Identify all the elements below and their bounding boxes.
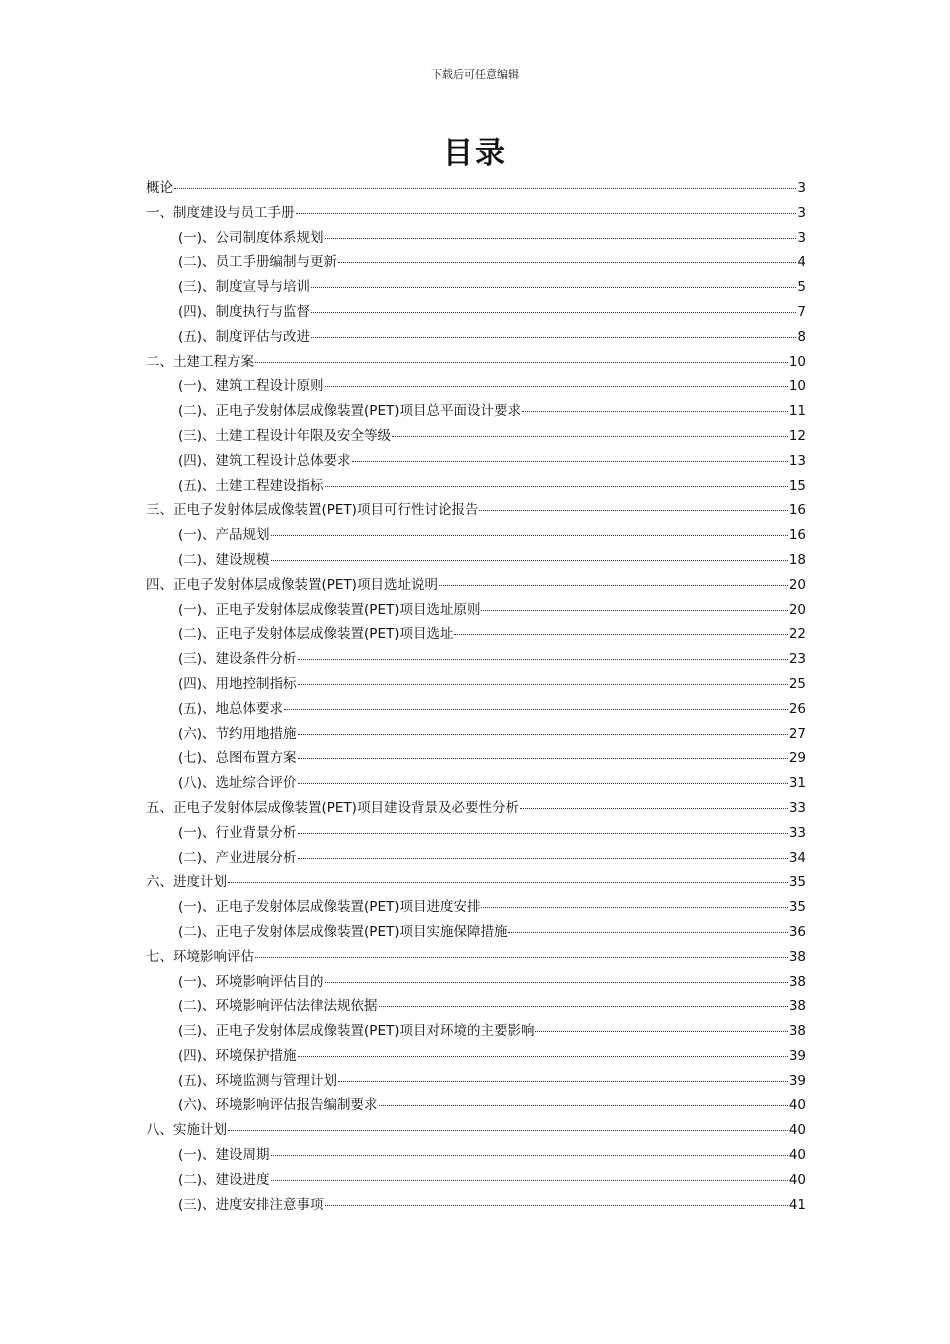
toc-entry[interactable] [146,622,806,647]
dot-leader [298,1056,788,1057]
toc-entry-page-number: 38 [788,998,806,1015]
toc-entry-label: (七)、总图布置方案 [178,750,297,767]
toc-entry-page-number: 35 [788,874,806,891]
dot-leader [479,510,787,511]
toc-entry[interactable] [146,424,806,449]
toc-entry-label: (五)、土建工程建设指标 [178,477,324,494]
toc-entry-label: 五、正电子发射体层成像装置(PET)项目建设背景及必要性分析 [146,799,519,816]
dot-leader [481,610,787,611]
dot-leader [298,734,788,735]
dot-leader [298,659,788,660]
toc-entry-page-number: 5 [797,279,806,296]
toc-entry-page-number: 33 [788,824,806,841]
toc-entry-page-number: 31 [788,775,806,792]
toc-entry-label: (三)、制度宣导与培训 [178,279,311,296]
toc-entry-page-number: 10 [788,378,806,395]
dot-leader [271,1180,788,1181]
toc-entry[interactable] [146,399,806,424]
toc-entry[interactable] [146,474,806,499]
toc-entry-label: (一)、正电子发射体层成像装置(PET)项目选址原则 [178,601,481,618]
toc-entry-page-number: 40 [788,1097,806,1114]
toc-entry-label: (二)、员工手册编制与更新 [178,254,338,271]
toc-entry-page-number: 40 [788,1171,806,1188]
toc-entry[interactable] [146,895,806,920]
toc-entry-page-number: 12 [788,427,806,444]
toc-entry-label: (八)、选址综合评价 [178,775,297,792]
dot-leader [311,312,796,313]
dot-leader [298,758,788,759]
toc-entry-label: 六、进度计划 [146,874,227,891]
toc-entry[interactable] [146,523,806,548]
toc-entry-label: 二、土建工程方案 [146,353,254,370]
toc-entry[interactable] [146,250,806,275]
dot-leader [325,238,797,239]
toc-entry-label: (一)、正电子发射体层成像装置(PET)项目进度安排 [178,899,481,916]
toc-entry[interactable] [146,746,806,771]
toc-entry[interactable] [146,1093,806,1118]
toc-entry[interactable] [146,374,806,399]
toc-entry[interactable] [146,300,806,325]
toc-entry-page-number: 41 [788,1196,806,1213]
dot-leader [284,709,788,710]
toc-entry-label: (三)、正电子发射体层成像装置(PET)项目对环境的主要影响 [178,1023,535,1040]
toc-entry-label: (三)、进度安排注意事项 [178,1196,324,1213]
dot-leader [271,1155,788,1156]
toc-entry[interactable] [146,548,806,573]
toc-entry[interactable] [146,226,806,251]
dot-leader [271,535,788,536]
dot-leader [311,287,796,288]
toc-entry[interactable] [146,796,806,821]
dot-leader [522,411,788,412]
toc-entry-label: (二)、正电子发射体层成像装置(PET)项目实施保障措施 [178,923,508,940]
toc-entry-page-number: 7 [797,303,806,320]
toc-entry[interactable] [146,994,806,1019]
toc-entry[interactable] [146,176,806,201]
toc-entry-page-number: 38 [788,1023,806,1040]
toc-entry-label: (一)、建筑工程设计原则 [178,378,324,395]
dot-leader [392,436,788,437]
dot-leader [352,461,788,462]
toc-entry[interactable] [146,1193,806,1218]
toc-entry[interactable] [146,1019,806,1044]
toc-entry-page-number: 3 [797,229,806,246]
toc-entry[interactable] [146,201,806,226]
dot-leader [228,1130,788,1131]
toc-entry[interactable] [146,598,806,623]
toc-entry-label: (三)、土建工程设计年限及安全等级 [178,427,392,444]
toc-entry-page-number: 16 [788,527,806,544]
toc-entry-label: (二)、正电子发射体层成像装置(PET)项目总平面设计要求 [178,403,521,420]
dot-leader [379,1006,788,1007]
dot-leader [454,634,787,635]
toc-entry-page-number: 34 [788,849,806,866]
toc-entry-page-number: 15 [788,477,806,494]
dot-leader [535,1031,787,1032]
toc-entry-label: 概论 [146,180,173,196]
toc-entry[interactable] [146,1069,806,1094]
toc-entry-label: 八、实施计划 [146,1122,227,1139]
toc-entry[interactable] [146,573,806,598]
toc-entry-page-number: 20 [788,601,806,618]
toc-entry-label: (四)、用地控制指标 [178,675,297,692]
page-header: 下载后可任意编辑 [431,68,519,81]
dot-leader [379,1105,788,1106]
toc-entry[interactable] [146,672,806,697]
toc-entry-label: (五)、制度评估与改进 [178,328,311,345]
dot-leader [228,882,788,883]
toc-entry[interactable] [146,771,806,796]
toc-entry[interactable] [146,325,806,350]
toc-entry[interactable] [146,647,806,672]
toc-entry-page-number: 38 [788,973,806,990]
toc-entry-label: (二)、正电子发射体层成像装置(PET)项目选址 [178,626,454,643]
toc-entry-label: (一)、环境影响评估目的 [178,973,324,990]
dot-leader [508,932,787,933]
toc-entry-page-number: 35 [788,899,806,916]
toc-entry-label: 一、制度建设与员工手册 [146,204,295,221]
toc-entry-page-number: 40 [788,1122,806,1139]
table-of-contents [146,176,806,1217]
dot-leader [255,957,788,958]
toc-entry-label: (三)、建设条件分析 [178,651,297,668]
dot-leader [255,362,788,363]
toc-entry-page-number: 10 [788,353,806,370]
toc-entry-label: (四)、环境保护措施 [178,1047,297,1064]
toc-entry[interactable] [146,350,806,375]
toc-entry[interactable] [146,870,806,895]
toc-entry-label: 三、正电子发射体层成像装置(PET)项目可行性讨论报告 [146,502,479,519]
dot-leader [325,982,788,983]
toc-entry[interactable] [146,846,806,871]
dot-leader [174,188,796,189]
toc-entry-label: (六)、环境影响评估报告编制要求 [178,1097,378,1114]
dot-leader [338,1081,788,1082]
dot-leader [325,386,788,387]
dot-leader [298,833,788,834]
toc-entry[interactable] [146,945,806,970]
toc-entry-label: (四)、建筑工程设计总体要求 [178,452,351,469]
toc-entry-page-number: 26 [788,700,806,717]
toc-entry-label: (二)、环境影响评估法律法规依据 [178,998,378,1015]
dot-leader [520,808,788,809]
toc-entry-page-number: 27 [788,725,806,742]
toc-entry-label: 七、环境影响评估 [146,948,254,965]
dot-leader [298,684,788,685]
toc-entry-page-number: 36 [788,923,806,940]
toc-entry[interactable] [146,498,806,523]
toc-entry-page-number: 40 [788,1147,806,1164]
toc-entry-page-number: 33 [788,799,806,816]
dot-leader [325,1205,788,1206]
toc-entry-page-number: 29 [788,750,806,767]
toc-entry-page-number: 22 [788,626,806,643]
toc-entry[interactable] [146,970,806,995]
dot-leader [271,560,788,561]
toc-entry-page-number: 25 [788,675,806,692]
dot-leader [338,262,796,263]
toc-entry-label: (一)、建设周期 [178,1147,270,1164]
toc-entry[interactable] [146,1168,806,1193]
toc-entry-page-number: 11 [788,403,806,420]
toc-entry[interactable] [146,1143,806,1168]
dot-leader [311,337,796,338]
dot-leader [439,585,788,586]
toc-entry-page-number: 18 [788,551,806,568]
toc-entry[interactable] [146,920,806,945]
toc-entry[interactable] [146,1118,806,1143]
toc-entry-label: (一)、公司制度体系规划 [178,229,324,246]
toc-entry-label: (二)、建设规模 [178,551,270,568]
toc-entry-page-number: 13 [788,452,806,469]
dot-leader [296,213,797,214]
toc-entry-label: (二)、产业进展分析 [178,849,297,866]
toc-entry-label: (六)、节约用地措施 [178,725,297,742]
toc-entry-label: (一)、行业背景分析 [178,824,297,841]
dot-leader [481,907,787,908]
dot-leader [298,783,788,784]
toc-entry-page-number: 23 [788,651,806,668]
toc-entry-label: (五)、地总体要求 [178,700,284,717]
toc-entry-page-number: 38 [788,948,806,965]
toc-entry-page-number: 3 [797,180,806,196]
toc-entry[interactable] [146,697,806,722]
toc-entry-page-number: 3 [797,204,806,221]
page-title: 目录 [443,136,507,171]
dot-leader [298,858,788,859]
toc-entry-label: (五)、环境监测与管理计划 [178,1072,338,1089]
toc-entry-page-number: 20 [788,576,806,593]
toc-entry[interactable] [146,722,806,747]
toc-entry-page-number: 8 [797,328,806,345]
toc-entry-page-number: 4 [797,254,806,271]
toc-entry-page-number: 16 [788,502,806,519]
dot-leader [325,486,788,487]
toc-entry[interactable] [146,449,806,474]
toc-entry-label: (二)、建设进度 [178,1171,270,1188]
toc-entry[interactable] [146,1044,806,1069]
toc-entry-label: (四)、制度执行与监督 [178,303,311,320]
toc-entry-label: 四、正电子发射体层成像装置(PET)项目选址说明 [146,576,438,593]
toc-entry-page-number: 39 [788,1047,806,1064]
toc-entry-page-number: 39 [788,1072,806,1089]
toc-entry[interactable] [146,275,806,300]
toc-entry-label: (一)、产品规划 [178,527,270,544]
toc-entry[interactable] [146,821,806,846]
